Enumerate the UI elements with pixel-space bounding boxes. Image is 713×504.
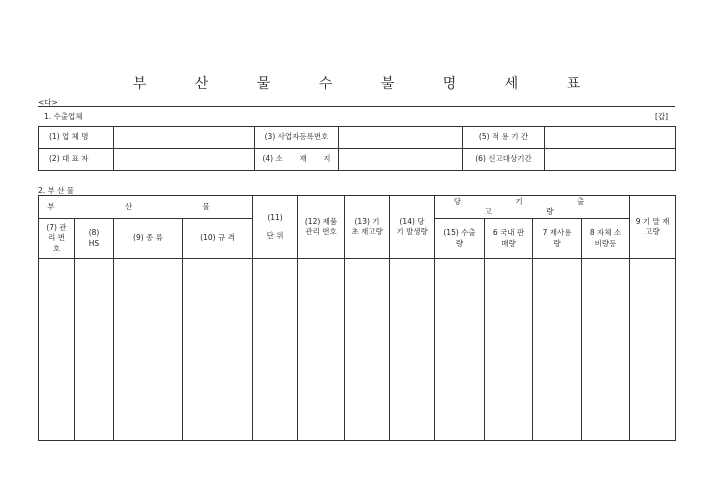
domestic-sales-header: 6 국내 판매량	[485, 219, 533, 259]
company-name-label: (1) 업 체 명	[39, 127, 114, 149]
address-field[interactable]	[339, 149, 463, 171]
closing-stock-cell[interactable]	[630, 259, 676, 441]
spec-cell[interactable]	[183, 259, 253, 441]
unit-header	[253, 196, 298, 259]
bizno-field[interactable]	[339, 127, 463, 149]
domestic-sales-cell[interactable]	[485, 259, 533, 441]
header-row-1	[39, 196, 676, 219]
representative-label: (2) 대 표 자	[39, 149, 114, 171]
table-row	[39, 259, 676, 441]
hs-header: (8) HS	[75, 219, 114, 259]
company-info-table	[38, 126, 676, 171]
generated-header: (14) 당 기 발생량	[390, 196, 435, 259]
export-qty-header: (15) 수출량	[435, 219, 485, 259]
mgmt-no-header: (7) 관리 번호	[39, 219, 75, 259]
unit-header-num: (11)	[267, 212, 283, 222]
period-label: (5) 적 용 기 간	[463, 127, 545, 149]
page-title: 부 산 물 수 불 명 세 표	[132, 76, 603, 92]
representative-field[interactable]	[114, 149, 255, 171]
release-group-header: 당 기 출 고 량	[435, 196, 630, 219]
report-period-label: (6) 신고대상기간	[463, 149, 545, 171]
kind-header: (9) 종 류	[114, 219, 183, 259]
address-label: (4) 소 재 지	[255, 149, 339, 171]
unit-cell[interactable]	[253, 259, 298, 441]
opening-stock-header: (13) 기 초 재고량	[345, 196, 390, 259]
self-consumption-header: 8 자체 소비량등	[582, 219, 630, 259]
opening-stock-cell[interactable]	[345, 259, 390, 441]
closing-stock-header: 9 기 말 재고량	[630, 196, 676, 259]
generated-cell[interactable]	[390, 259, 435, 441]
report-period-field[interactable]	[545, 149, 676, 171]
byproduct-table	[38, 195, 676, 441]
section2-label: 2. 부 산 물	[38, 186, 75, 195]
company-row-1	[39, 127, 676, 149]
period-field[interactable]	[545, 127, 676, 149]
mgmt-no-cell[interactable]	[39, 259, 75, 441]
company-name-field[interactable]	[114, 127, 255, 149]
company-row-2	[39, 149, 676, 171]
section1-label: 1. 수출업체	[44, 112, 83, 121]
bizno-label: (3) 사업자등록번호	[255, 127, 339, 149]
export-qty-cell[interactable]	[435, 259, 485, 441]
unit-header-label: 단 위	[266, 231, 284, 240]
attachment-label: [갑]	[655, 112, 669, 121]
byproduct-group-header: 부 산 물	[39, 196, 253, 219]
self-consumption-cell[interactable]	[582, 259, 630, 441]
product-mgmt-header: (12) 제품 관리 번호	[298, 196, 345, 259]
recycled-cell[interactable]	[533, 259, 582, 441]
recycled-header: 7 재사용량	[533, 219, 582, 259]
header-divider	[38, 106, 675, 107]
kind-cell[interactable]	[114, 259, 183, 441]
hs-cell[interactable]	[75, 259, 114, 441]
form-tag: <다>	[38, 98, 58, 107]
spec-header: (10) 규 격	[183, 219, 253, 259]
product-mgmt-cell[interactable]	[298, 259, 345, 441]
